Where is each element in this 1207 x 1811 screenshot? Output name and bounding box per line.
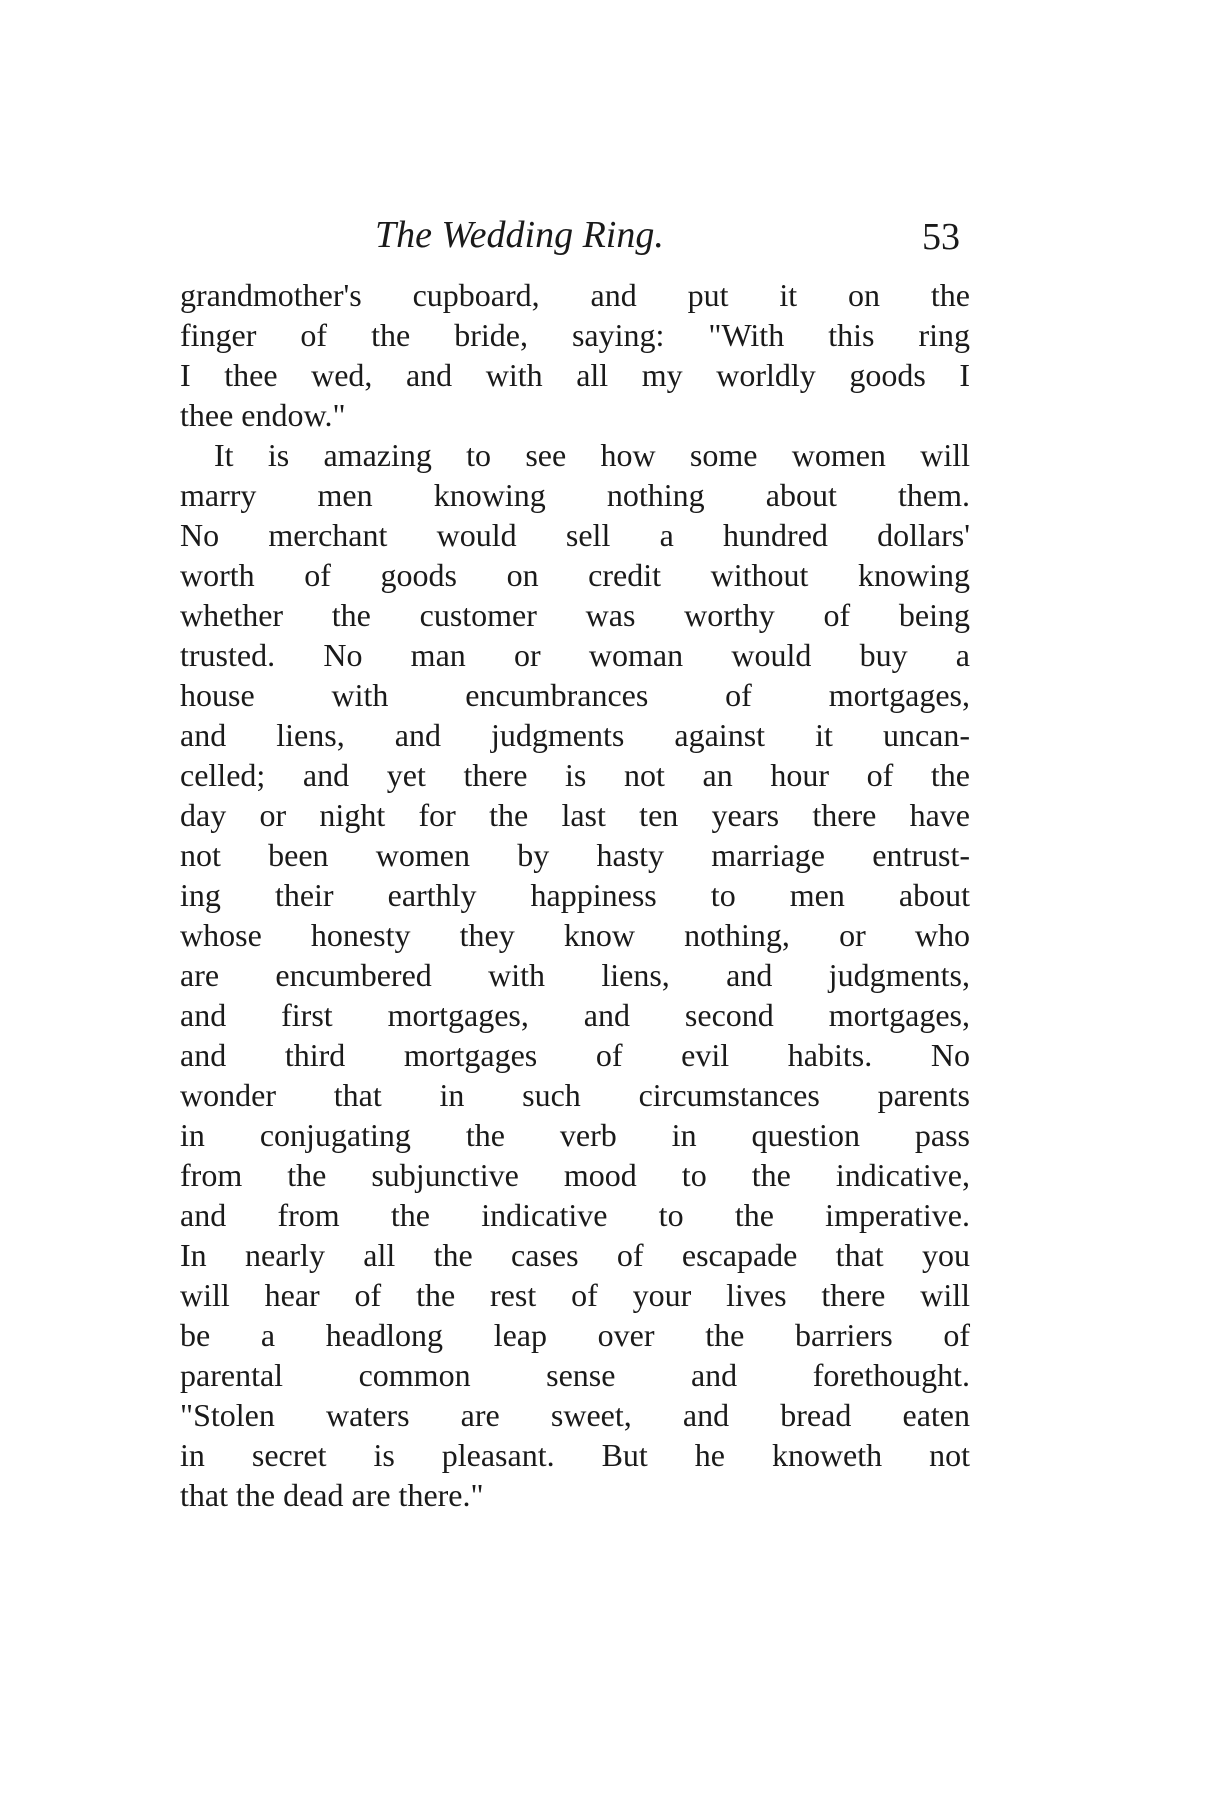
text-line: be a headlong leap over the barriers of (180, 1317, 970, 1353)
text-line: trusted. No man or woman would buy a (180, 637, 970, 673)
text-line: ing their earthly happiness to men about (180, 877, 970, 913)
text-line: whose honesty they know nothing, or who (180, 917, 970, 953)
text-line: It is amazing to see how some women will (214, 437, 970, 473)
body-text (180, 275, 970, 1515)
text-line: house with encumbrances of mortgages, (180, 677, 970, 713)
text-line: finger of the bride, saying: "With this ring (180, 317, 970, 353)
paragraph (180, 435, 970, 1515)
text-line: grandmother's cupboard, and put it on the (180, 277, 970, 313)
text-line: that the dead are there." (180, 1477, 484, 1513)
text-line: parental common sense and forethought. (180, 1357, 970, 1393)
text-line: not been women by hasty marriage entrust- (180, 837, 970, 873)
text-line: and liens, and judgments against it uncan- (180, 717, 970, 753)
text-line: thee endow." (180, 397, 346, 433)
text-line: I thee wed, and with all my worldly goods I (180, 357, 970, 393)
text-line: whether the customer was worthy of being (180, 597, 970, 633)
text-line: marry men knowing nothing about them. (180, 477, 970, 513)
text-line: in secret is pleasant. But he knoweth not (180, 1437, 970, 1473)
text-line: wonder that in such circumstances parents (180, 1077, 970, 1113)
text-line: will hear of the rest of your lives there will (180, 1277, 970, 1313)
text-line: In nearly all the cases of escapade that you (180, 1237, 970, 1273)
running-head (180, 210, 970, 270)
text-line: celled; and yet there is not an hour of the (180, 757, 970, 793)
text-line: are encumbered with liens, and judgments, (180, 957, 970, 993)
text-line: from the subjunctive mood to the indicative, (180, 1157, 970, 1193)
text-line: "Stolen waters are sweet, and bread eaten (180, 1397, 970, 1433)
text-line: No merchant would sell a hundred dollars' (180, 517, 970, 553)
text-line: and third mortgages of evil habits. No (180, 1037, 970, 1073)
text-line: and from the indicative to the imperative. (180, 1197, 970, 1233)
running-title: The Wedding Ring. (375, 214, 664, 256)
paragraph (180, 275, 970, 435)
text-line: and first mortgages, and second mortgages, (180, 997, 970, 1033)
text-line: in conjugating the verb in question pass (180, 1117, 970, 1153)
text-line: day or night for the last ten years there have (180, 797, 970, 833)
page-number: 53 (922, 216, 960, 258)
text-line: worth of goods on credit without knowing (180, 557, 970, 593)
